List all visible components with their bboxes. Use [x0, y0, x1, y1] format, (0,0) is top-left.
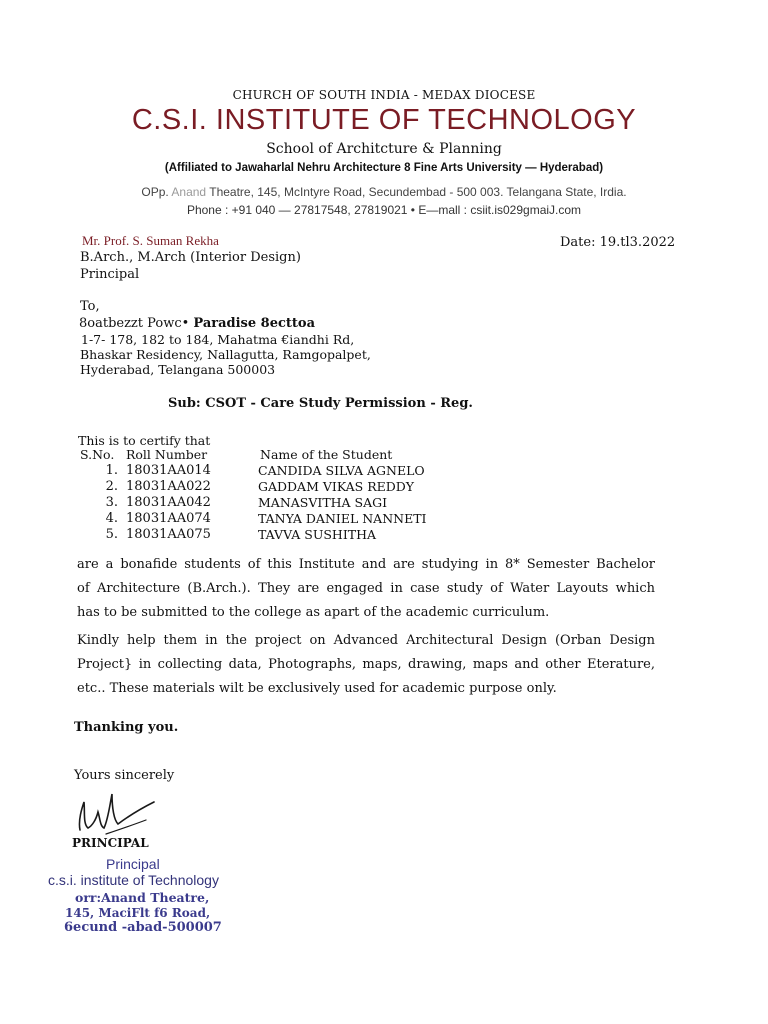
yours-sincerely: Yours sincerely: [74, 768, 175, 783]
sender-designation: Principal: [80, 267, 140, 282]
student-name: GADDAM VIKAS REDDY: [258, 479, 415, 494]
recipient-name: [79, 316, 315, 331]
recipient-address-line: Bhaskar Residency, Nallagutta, Ramgopalpet,: [80, 347, 371, 362]
subject-line: Sub: CSOT - Care Study Permission - Reg.: [168, 396, 473, 411]
paragraph-line: are a bonafide students of this Institute and are studying in 8* Semester Bachelor: [77, 557, 655, 572]
student-name: MANASVITHA SAGI: [258, 495, 388, 510]
student-sno: 3.: [105, 495, 118, 510]
student-sno: 4.: [105, 511, 118, 526]
stamp-line: 6ecund -abad-500007: [64, 920, 222, 935]
sender-name: Mr. Prof. S. Suman Rekha: [82, 233, 219, 248]
student-roll: 18031AA022: [126, 479, 211, 494]
paragraph-line: of Architecture (B.Arch.). They are engaged in case study of Water Layouts which: [77, 581, 655, 596]
certify-intro: This is to certify that: [78, 433, 211, 448]
student-name: TAVVA SUSHITHA: [258, 527, 377, 542]
paragraph-line: Project} in collecting data, Photographs, maps, drawing, maps and other Eterature,: [77, 657, 655, 672]
recipient-to: To,: [80, 299, 100, 314]
address-highlight: Anand: [171, 185, 207, 199]
student-roll: 18031AA074: [126, 511, 211, 526]
affiliation-line: (Affiliated to Jawaharlal Nehru Architecture 8 Fine Arts University — Hyderabad): [164, 162, 604, 174]
diocese-heading: CHURCH OF SOUTH INDIA - MEDAX DIOCESE: [232, 88, 536, 102]
body-paragraph-2: [77, 629, 655, 701]
table-header-name: Name of the Student: [260, 447, 393, 462]
contact-line: Phone : +91 040 — 27817548, 27819021 • E—mall : csiit.is029gmaiJ.com: [186, 203, 582, 217]
stamp-line: 145, MaciFlt f6 Road,: [65, 906, 211, 920]
recipient-address-line: 1-7- 178, 182 to 184, Mahatma €iandhi Rd,: [81, 332, 355, 347]
student-name: CANDIDA SILVA AGNELO: [258, 463, 425, 478]
student-roll: 18031AA014: [126, 463, 211, 478]
signature-mark: [66, 790, 162, 842]
sender-qualifications: B.Arch., M.Arch (Interior Design): [80, 250, 301, 265]
paragraph-line: has to be submitted to the college as apart of the academic curriculum.: [77, 605, 550, 620]
student-name: TANYA DANIEL NANNETI: [258, 511, 427, 526]
letter-date: Date: 19.tl3.2022: [560, 235, 676, 250]
paragraph-line: etc.. These materials wilt be exclusively used for academic purpose only.: [77, 681, 557, 696]
paragraph-line: Kindly help them in the project on Advanced Architectural Design (Orban Design: [77, 633, 655, 648]
signature-label: PRINCIPAL: [72, 836, 149, 850]
student-sno: 5.: [105, 527, 118, 542]
student-sno: 2.: [105, 479, 118, 494]
school-name: School of Architcture & Planning: [266, 141, 502, 157]
table-header-sno: S.No.: [80, 447, 115, 462]
stamp-line: orr:Anand Theatre,: [75, 890, 210, 905]
principal-stamp: [40, 852, 270, 942]
recipient-name-plain: 8oatbezzt Powc•: [79, 316, 190, 331]
student-roll: 18031AA075: [126, 527, 211, 542]
address-line: [0, 185, 768, 199]
student-sno: 1.: [105, 463, 118, 478]
stamp-line: c.s.i. institute of Technology: [48, 872, 219, 888]
thanks-line: Thanking you.: [74, 720, 179, 735]
table-header-roll: Roll Number: [126, 447, 208, 462]
recipient-address-line: Hyderabad, Telangana 500003: [80, 362, 276, 377]
student-roll: 18031AA042: [126, 495, 211, 510]
institute-title: C.S.I. INSTITUTE OF TECHNOLOGY: [131, 104, 637, 136]
recipient-name-bold: Paradise 8ecttoa: [193, 316, 316, 331]
address-prefix: OPp.: [141, 185, 169, 199]
address-rest: Theatre, 145, McIntyre Road, Secundembad - 500 003. Telangana State, Irdia.: [209, 185, 627, 199]
stamp-line: Principal: [106, 856, 160, 872]
body-paragraph-1: [77, 553, 655, 625]
